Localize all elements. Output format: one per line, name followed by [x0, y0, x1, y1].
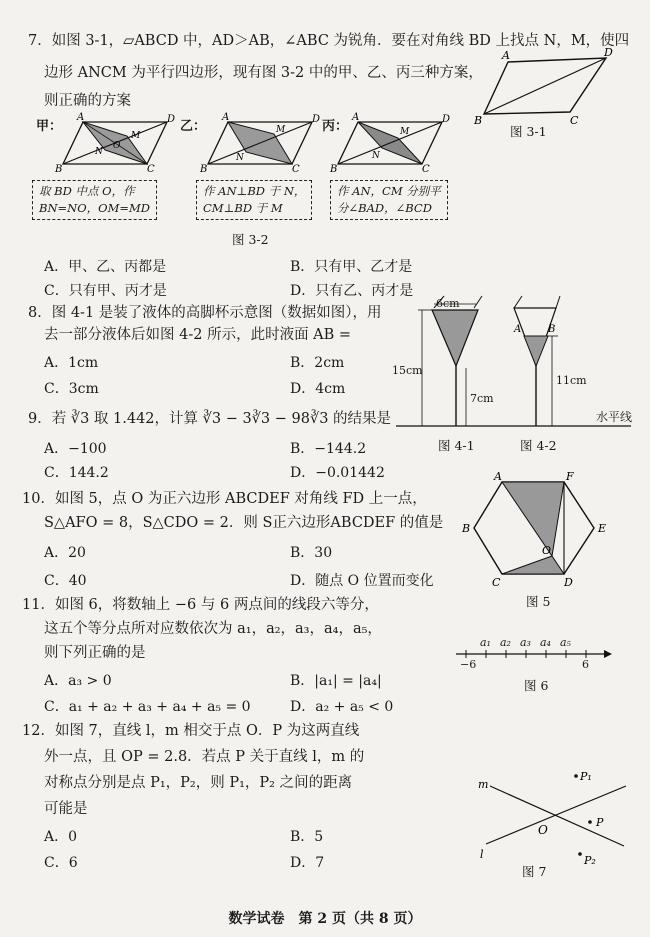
plan-yi-title: 乙： [180, 119, 207, 134]
q9-option-b: B．−144.2 [290, 441, 367, 457]
figure-7-lines [476, 766, 636, 870]
q7-stem-line2: 边形 ANCM 为平行四边形，现有图 3-2 中的甲、乙、丙三种方案， [44, 65, 483, 81]
q12-option-a: A．0 [44, 829, 78, 845]
q10-stem-line2: S△AFO = 8，S△CDO = 2．则 S正六边形ABCDEF 的值是 [44, 515, 444, 531]
svg-text:C: C [570, 114, 579, 127]
figure-4-1-caption: 图 4-1 [438, 438, 475, 453]
axis-min-label: −6 [460, 658, 477, 671]
q11-stem-line2: 这五个等分点所对应数依次为 a₁，a₂，a₃，a₄，a₅， [44, 621, 382, 637]
axis-label-a2: a₂ [500, 636, 511, 649]
q12-stem-line2: 外一点，且 OP = 2.8．若点 P 关于直线 l，m 的 [44, 749, 365, 765]
svg-text:B: B [55, 164, 63, 175]
svg-text:E: E [598, 522, 607, 535]
q11-option-a: A．a₃ > 0 [44, 673, 112, 689]
q10-option-b: B．30 [290, 545, 333, 561]
q11-stem-line1: 11．如图 6，将数轴上 −6 与 6 两点间的线段六等分， [22, 597, 379, 613]
svg-text:N: N [236, 153, 244, 163]
label-7cm: 7cm [470, 392, 494, 405]
svg-text:A: A [77, 112, 85, 123]
q7-option-b: B．只有甲、乙才是 [290, 259, 413, 275]
label-6cm: 6cm [436, 297, 460, 310]
q10-option-c: C．40 [44, 573, 87, 589]
svg-text:B: B [462, 522, 471, 535]
axis-label-a4: a₄ [540, 636, 551, 649]
svg-text:l: l [480, 848, 484, 861]
q12-stem-line4: 可能是 [44, 801, 88, 817]
axis-label-a3: a₃ [520, 636, 531, 649]
svg-text:A: A [494, 470, 502, 483]
q12-option-d: D．7 [290, 855, 325, 871]
figure-6-caption: 图 6 [524, 678, 549, 693]
q8-option-a: A．1cm [44, 355, 99, 371]
q12-stem-line1: 12．如图 7，直线 l，m 相交于点 O．P 为这两直线 [22, 723, 360, 739]
q12-option-c: C．6 [44, 855, 78, 871]
q10-option-d: D．随点 O 位置而变化 [290, 573, 434, 589]
plan-yi-line1: 作 AN⊥BD 于 N， [203, 184, 306, 198]
q9-stem-line1: 9．若 ∛3 取 1.442，计算 ∛3 − 3∛3 − 98∛3 的结果是 [28, 411, 392, 427]
q9-option-c: C．144.2 [44, 465, 109, 481]
svg-text:B: B [548, 324, 556, 335]
svg-text:A: A [352, 112, 360, 123]
axis-max-label: 6 [582, 658, 589, 671]
figure-3-1-parallelogram [470, 46, 620, 130]
page-footer: 数学试卷 第 2 页（共 8 页） [228, 911, 422, 927]
q8-stem-line1: 8．图 4-1 是装了液体的高脚杯示意图（数据如图），用 [28, 305, 382, 321]
q8-stem-line2: 去一部分液体后如图 4-2 所示，此时液面 AB = [44, 327, 352, 343]
svg-text:F: F [566, 470, 574, 483]
q11-stem-line3: 则下列正确的是 [44, 645, 146, 661]
svg-text:B: B [330, 164, 338, 175]
figure-5-hexagon [462, 470, 608, 592]
plan-jia-line2: BN=NO，OM=MD [39, 201, 150, 215]
plan-bing-figure [330, 112, 451, 175]
plan-jia-box [32, 180, 157, 220]
figure-4-2-caption: 图 4-2 [520, 438, 557, 453]
svg-text:C: C [292, 164, 300, 175]
svg-text:O: O [538, 823, 548, 837]
svg-text:A: A [514, 324, 522, 335]
svg-text:D: D [167, 114, 176, 125]
svg-text:O: O [542, 544, 552, 557]
figure-5-caption: 图 5 [526, 594, 551, 609]
q7-stem-line3: 则正确的方案 [44, 93, 131, 109]
svg-text:N: N [95, 147, 103, 157]
svg-text:m: m [478, 778, 489, 791]
svg-text:M: M [131, 131, 141, 141]
svg-text:M: M [276, 125, 286, 135]
q9-option-d: D．−0.01442 [290, 465, 385, 481]
svg-text:C: C [147, 164, 155, 175]
label-11cm: 11cm [556, 374, 587, 387]
plan-bing-line1: 作 AN，CM 分别平 [337, 184, 441, 198]
figure-3-2-caption: 图 3-2 [232, 232, 269, 247]
figure-3-1-caption: 图 3-1 [510, 124, 547, 139]
axis-label-a5: a₅ [560, 636, 571, 649]
svg-text:D: D [604, 46, 613, 59]
svg-text:N: N [372, 151, 380, 161]
plan-bing-box [330, 180, 448, 220]
q12-stem-line3: 对称点分别是点 P₁，P₂，则 P₁，P₂ 之间的距离 [44, 775, 353, 791]
svg-text:P: P [596, 816, 604, 829]
q11-option-d: D．a₂ + a₅ < 0 [290, 699, 394, 715]
plan-yi-figure [200, 112, 321, 175]
plan-yi-box [196, 180, 312, 220]
q8-option-b: B．2cm [290, 355, 345, 371]
plan-bing-title: 丙： [322, 119, 349, 134]
q8-option-c: C．3cm [44, 381, 99, 397]
plan-bing-line2: 分∠BAD，∠BCD [337, 201, 432, 215]
svg-text:C: C [422, 164, 430, 175]
q10-stem-line1: 10．如图 5，点 O 为正六边形 ABCDEF 对角线 FD 上一点， [22, 491, 427, 507]
svg-text:B: B [474, 114, 483, 127]
plan-jia-title: 甲： [36, 119, 63, 134]
svg-text:D: D [564, 576, 573, 589]
plan-yi-line2: CM⊥BD 于 M [203, 201, 283, 215]
svg-text:P₁: P₁ [580, 770, 592, 783]
q10-option-a: A．20 [44, 545, 86, 561]
label-15cm: 15cm [392, 364, 423, 377]
q11-option-b: B．|a₁| = |a₄| [290, 673, 382, 689]
axis-label-a1: a₁ [480, 636, 491, 649]
q7-option-a: A．甲、乙、丙都是 [44, 259, 167, 275]
q8-option-d: D．4cm [290, 381, 346, 397]
plan-jia-figure [55, 112, 176, 175]
q12-option-b: B．5 [290, 829, 324, 845]
svg-text:A: A [502, 49, 510, 62]
svg-text:D: D [442, 114, 451, 125]
svg-text:M: M [400, 127, 410, 137]
plan-jia-line1: 取 BD 中点 O，作 [39, 184, 135, 198]
svg-text:B: B [200, 164, 208, 175]
q7-option-d: D．只有乙、丙才是 [290, 283, 414, 299]
q11-option-c: C．a₁ + a₂ + a₃ + a₄ + a₅ = 0 [44, 699, 251, 715]
q9-option-a: A．−100 [44, 441, 107, 457]
q7-stem-line1: 7．如图 3-1，▱ABCD 中，AD＞AB，∠ABC 为锐角．要在对角线 BD 上找点 N，M，使四 [28, 33, 630, 49]
label-horizontal-line: 水平线 [596, 410, 633, 424]
svg-text:C: C [492, 576, 501, 589]
svg-text:A: A [222, 112, 230, 123]
svg-text:D: D [312, 114, 321, 125]
svg-text:O: O [113, 141, 121, 151]
svg-text:P₂: P₂ [584, 854, 596, 867]
figure-7-caption: 图 7 [522, 864, 547, 879]
q7-option-c: C．只有甲、丙才是 [44, 283, 167, 299]
